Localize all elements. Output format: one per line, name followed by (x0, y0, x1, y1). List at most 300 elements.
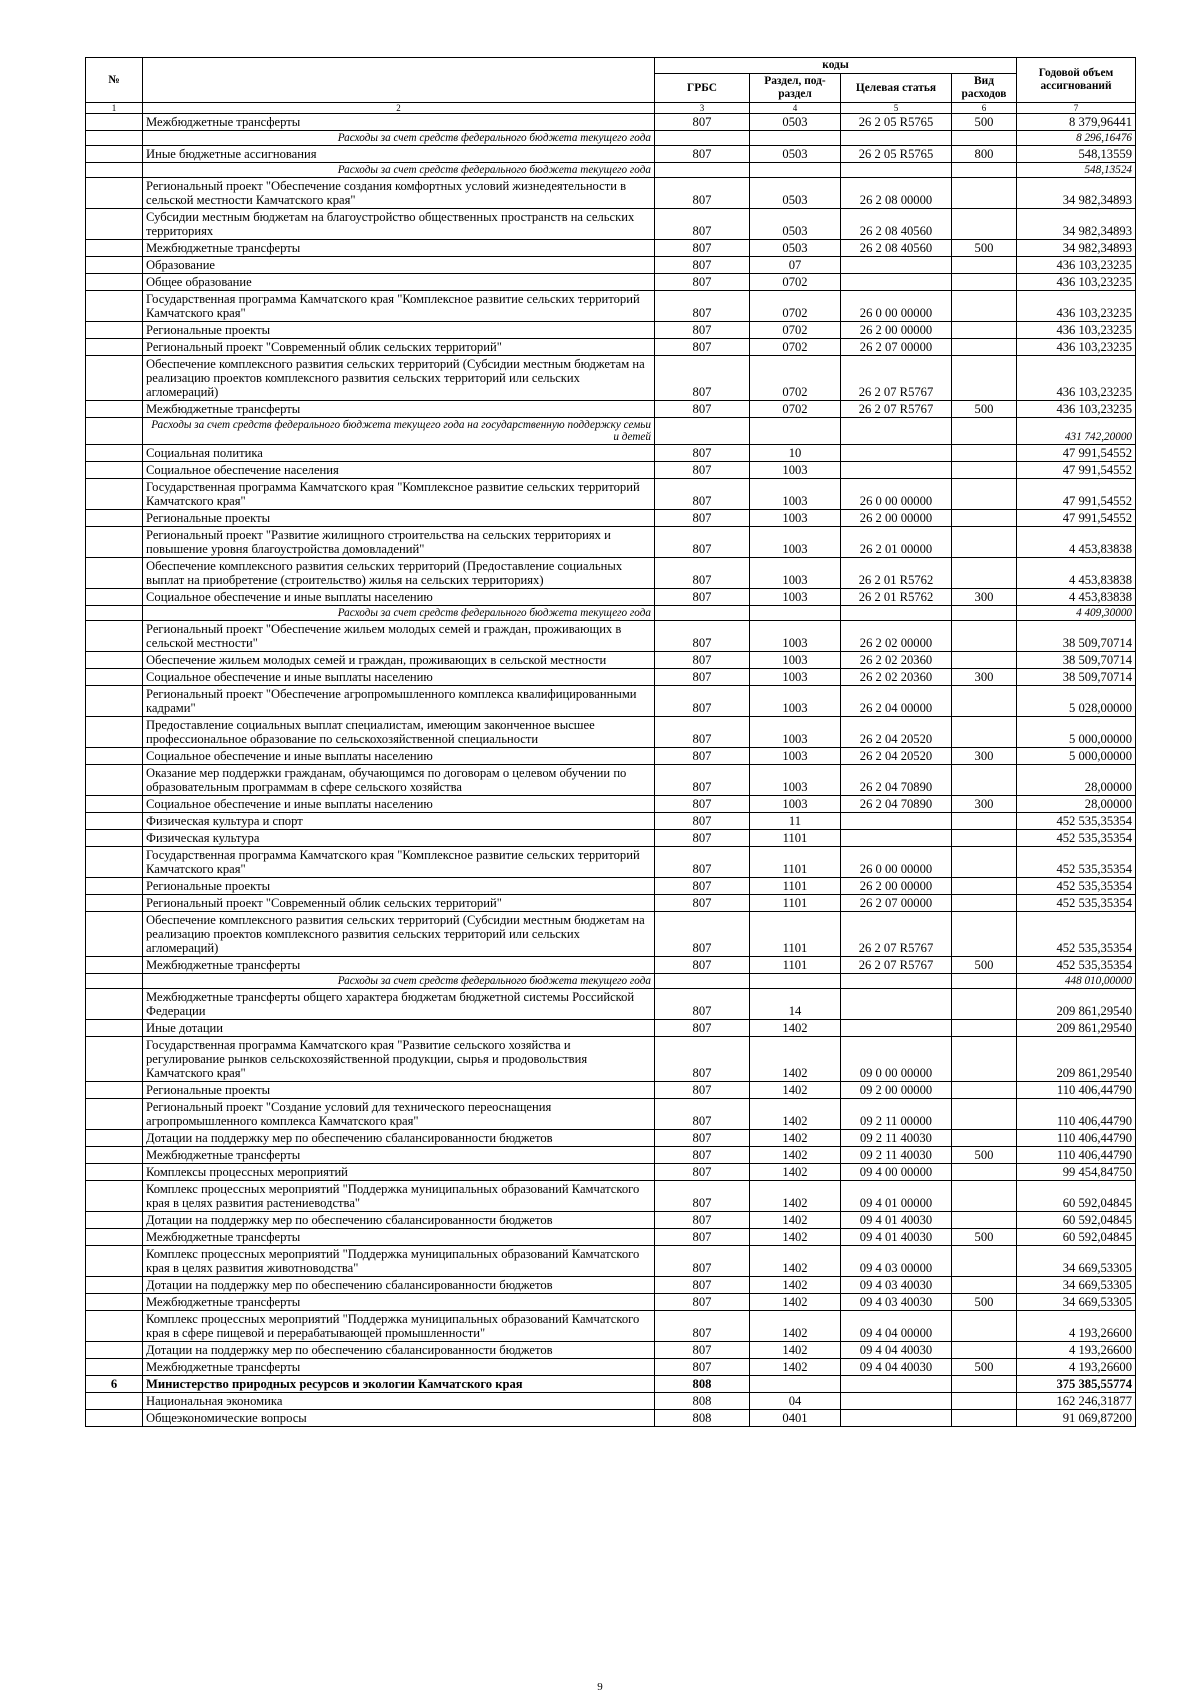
row-number (86, 418, 143, 445)
table-row (86, 957, 1136, 974)
row-number (86, 669, 143, 686)
row-amount: 436 103,23235 (1017, 291, 1136, 322)
table-row (86, 796, 1136, 813)
row-grbs: 808 (655, 1393, 750, 1410)
row-expense-type (952, 1246, 1017, 1277)
row-expense-type: 300 (952, 748, 1017, 765)
row-expense-type (952, 1277, 1017, 1294)
row-section: 1402 (750, 1164, 841, 1181)
row-grbs: 807 (655, 1147, 750, 1164)
row-grbs (655, 131, 750, 146)
row-name: Межбюджетные трансферты (143, 1147, 655, 1164)
row-section: 0503 (750, 178, 841, 209)
row-name: Дотации на поддержку мер по обеспечению сбалансированности бюджетов (143, 1212, 655, 1229)
row-number (86, 1164, 143, 1181)
row-grbs: 808 (655, 1376, 750, 1393)
row-expense-type (952, 339, 1017, 356)
row-article: 26 2 04 70890 (841, 796, 952, 813)
row-grbs: 807 (655, 178, 750, 209)
row-amount: 110 406,44790 (1017, 1130, 1136, 1147)
row-amount: 452 535,35354 (1017, 957, 1136, 974)
row-article: 26 2 02 20360 (841, 669, 952, 686)
row-amount: 4 193,26600 (1017, 1359, 1136, 1376)
row-amount: 5 000,00000 (1017, 748, 1136, 765)
table-row (86, 291, 1136, 322)
row-number (86, 847, 143, 878)
row-section: 1402 (750, 1147, 841, 1164)
row-amount: 34 669,53305 (1017, 1246, 1136, 1277)
col-number: 5 (841, 103, 952, 114)
header-name (143, 58, 655, 103)
table-row (86, 1342, 1136, 1359)
row-grbs: 807 (655, 322, 750, 339)
row-amount: 5 000,00000 (1017, 717, 1136, 748)
row-number (86, 1181, 143, 1212)
table-row (86, 1037, 1136, 1082)
header-amount: Годовой объем ассигнований (1017, 58, 1136, 103)
row-expense-type (952, 686, 1017, 717)
row-number (86, 401, 143, 418)
row-amount: 4 453,83838 (1017, 589, 1136, 606)
row-amount: 209 861,29540 (1017, 1037, 1136, 1082)
table-row (86, 912, 1136, 957)
row-expense-type (952, 895, 1017, 912)
row-article: 09 2 11 40030 (841, 1130, 952, 1147)
row-number (86, 1410, 143, 1427)
row-expense-type (952, 178, 1017, 209)
row-section: 1402 (750, 1212, 841, 1229)
row-name: Государственная программа Камчатского края "Развитие сельского хозяйства и регулирование рынков сельскохозяйственной продукции, сырья и продовольствия Камчатского края" (143, 1037, 655, 1082)
row-grbs: 807 (655, 257, 750, 274)
row-expense-type: 800 (952, 146, 1017, 163)
row-name: Комплекс процессных мероприятий "Поддержка муниципальных образований Камчатского края в целях развития растениеводства" (143, 1181, 655, 1212)
row-amount: 91 069,87200 (1017, 1410, 1136, 1427)
row-number (86, 796, 143, 813)
row-grbs: 807 (655, 717, 750, 748)
table-row (86, 895, 1136, 912)
row-amount: 452 535,35354 (1017, 912, 1136, 957)
row-section: 0702 (750, 274, 841, 291)
row-number (86, 257, 143, 274)
row-name: Государственная программа Камчатского края "Комплексное развитие сельских территорий Камчатского края" (143, 847, 655, 878)
row-amount: 452 535,35354 (1017, 813, 1136, 830)
row-name: Обеспечение комплексного развития сельских территорий (Субсидии местным бюджетам на реализацию проектов комплексного развития сельских территорий или сельских агломераций) (143, 356, 655, 401)
col-number: 6 (952, 103, 1017, 114)
row-article: 26 2 05 R5765 (841, 114, 952, 131)
row-grbs: 807 (655, 813, 750, 830)
col-number: 7 (1017, 103, 1136, 114)
row-expense-type (952, 1130, 1017, 1147)
row-amount: 452 535,35354 (1017, 878, 1136, 895)
row-article: 26 2 00 00000 (841, 878, 952, 895)
row-grbs: 807 (655, 356, 750, 401)
row-article (841, 274, 952, 291)
row-amount: 38 509,70714 (1017, 652, 1136, 669)
header-article: Целевая статья (841, 74, 952, 103)
table-row (86, 274, 1136, 291)
row-number (86, 1212, 143, 1229)
col-number: 4 (750, 103, 841, 114)
table-row (86, 1246, 1136, 1277)
row-grbs: 807 (655, 1037, 750, 1082)
row-grbs: 807 (655, 652, 750, 669)
table-row (86, 1311, 1136, 1342)
row-article: 26 2 01 00000 (841, 527, 952, 558)
row-article: 26 2 00 00000 (841, 322, 952, 339)
row-section: 0702 (750, 322, 841, 339)
table-row (86, 589, 1136, 606)
row-article: 26 2 07 R5767 (841, 912, 952, 957)
federal-note-row (86, 974, 1136, 989)
row-section: 1101 (750, 895, 841, 912)
row-amount: 8 296,16476 (1017, 131, 1136, 146)
row-number (86, 114, 143, 131)
row-name: Региональные проекты (143, 322, 655, 339)
table-row (86, 527, 1136, 558)
row-amount: 34 669,53305 (1017, 1277, 1136, 1294)
row-name: Региональный проект "Современный облик сельских территорий" (143, 339, 655, 356)
row-article (841, 418, 952, 445)
row-number (86, 1130, 143, 1147)
row-expense-type (952, 974, 1017, 989)
row-article: 09 2 11 40030 (841, 1147, 952, 1164)
row-section: 07 (750, 257, 841, 274)
row-amount: 436 103,23235 (1017, 339, 1136, 356)
row-name: Межбюджетные трансферты (143, 1229, 655, 1246)
row-expense-type (952, 989, 1017, 1020)
table-row (86, 558, 1136, 589)
row-article (841, 974, 952, 989)
row-section: 1003 (750, 748, 841, 765)
federal-note-row (86, 606, 1136, 621)
row-name: Дотации на поддержку мер по обеспечению сбалансированности бюджетов (143, 1130, 655, 1147)
row-section: 0702 (750, 339, 841, 356)
table-row (86, 652, 1136, 669)
row-name: Оказание мер поддержки гражданам, обучающимся по договорам о целевом обучении по образовательным программам в сфере сельского хозяйства (143, 765, 655, 796)
row-amount: 4 409,30000 (1017, 606, 1136, 621)
row-number (86, 558, 143, 589)
row-grbs: 807 (655, 291, 750, 322)
row-grbs: 807 (655, 445, 750, 462)
header-expense-type: Вид расходов (952, 74, 1017, 103)
row-section: 1101 (750, 847, 841, 878)
row-amount: 60 592,04845 (1017, 1181, 1136, 1212)
column-number-row (86, 103, 1136, 114)
row-article: 09 4 04 00000 (841, 1311, 952, 1342)
row-name: Региональные проекты (143, 1082, 655, 1099)
row-expense-type: 500 (952, 1294, 1017, 1311)
row-name: Региональный проект "Обеспечение жильем молодых семей и граждан, проживающих в сельской местности" (143, 621, 655, 652)
row-section: 1003 (750, 527, 841, 558)
row-number (86, 1294, 143, 1311)
row-grbs: 807 (655, 1130, 750, 1147)
row-grbs: 807 (655, 957, 750, 974)
row-number (86, 989, 143, 1020)
row-section: 1003 (750, 621, 841, 652)
row-section: 1003 (750, 589, 841, 606)
row-expense-type (952, 1164, 1017, 1181)
table-row (86, 356, 1136, 401)
row-name: Социальное обеспечение населения (143, 462, 655, 479)
row-article: 09 4 01 40030 (841, 1229, 952, 1246)
row-article: 26 0 00 00000 (841, 847, 952, 878)
federal-note-row (86, 131, 1136, 146)
table-row (86, 813, 1136, 830)
row-section: 1402 (750, 1359, 841, 1376)
row-name: Региональный проект "Обеспечение создания комфортных условий жизнедеятельности в сельской местности Камчатского края" (143, 178, 655, 209)
table-row (86, 240, 1136, 257)
row-grbs: 807 (655, 621, 750, 652)
row-article: 09 4 03 40030 (841, 1294, 952, 1311)
row-expense-type: 500 (952, 114, 1017, 131)
row-name: Дотации на поддержку мер по обеспечению сбалансированности бюджетов (143, 1342, 655, 1359)
row-number (86, 146, 143, 163)
row-section: 1402 (750, 1229, 841, 1246)
row-article: 09 2 11 00000 (841, 1099, 952, 1130)
row-section: 1003 (750, 686, 841, 717)
row-section: 10 (750, 445, 841, 462)
row-article: 26 2 07 00000 (841, 339, 952, 356)
row-grbs: 807 (655, 114, 750, 131)
row-grbs: 807 (655, 830, 750, 847)
row-expense-type (952, 1181, 1017, 1212)
row-section: 11 (750, 813, 841, 830)
table-row (86, 717, 1136, 748)
row-number (86, 830, 143, 847)
row-article: 26 0 00 00000 (841, 479, 952, 510)
row-section: 1402 (750, 1294, 841, 1311)
row-article: 26 2 04 20520 (841, 717, 952, 748)
row-grbs: 807 (655, 1099, 750, 1130)
row-amount: 448 010,00000 (1017, 974, 1136, 989)
row-amount: 4 453,83838 (1017, 527, 1136, 558)
row-expense-type: 300 (952, 589, 1017, 606)
row-expense-type: 500 (952, 401, 1017, 418)
row-grbs: 807 (655, 479, 750, 510)
row-section: 1003 (750, 558, 841, 589)
row-article (841, 606, 952, 621)
row-expense-type (952, 1393, 1017, 1410)
row-amount: 436 103,23235 (1017, 274, 1136, 291)
row-section: 0702 (750, 291, 841, 322)
row-amount: 162 246,31877 (1017, 1393, 1136, 1410)
row-expense-type (952, 418, 1017, 445)
row-expense-type (952, 274, 1017, 291)
row-expense-type: 300 (952, 669, 1017, 686)
table-row (86, 401, 1136, 418)
row-section: 1402 (750, 1020, 841, 1037)
row-expense-type (952, 445, 1017, 462)
row-article: 09 4 00 00000 (841, 1164, 952, 1181)
row-section (750, 606, 841, 621)
row-number (86, 1393, 143, 1410)
row-number (86, 510, 143, 527)
row-expense-type (952, 1311, 1017, 1342)
row-number (86, 957, 143, 974)
table-row (86, 1410, 1136, 1427)
row-number (86, 813, 143, 830)
row-number (86, 1277, 143, 1294)
table-row (86, 462, 1136, 479)
row-grbs (655, 163, 750, 178)
row-amount: 34 982,34893 (1017, 240, 1136, 257)
row-section: 0401 (750, 1410, 841, 1427)
row-article: 26 2 08 00000 (841, 178, 952, 209)
row-number (86, 1229, 143, 1246)
row-section: 0503 (750, 146, 841, 163)
row-expense-type (952, 322, 1017, 339)
row-article: 26 2 02 20360 (841, 652, 952, 669)
row-number (86, 527, 143, 558)
row-amount: 47 991,54552 (1017, 479, 1136, 510)
row-article: 26 2 08 40560 (841, 240, 952, 257)
row-grbs: 807 (655, 686, 750, 717)
row-number (86, 209, 143, 240)
table-row (86, 830, 1136, 847)
row-article (841, 1376, 952, 1393)
row-section: 1402 (750, 1311, 841, 1342)
row-name: Комплексы процессных мероприятий (143, 1164, 655, 1181)
budget-table (85, 57, 1136, 1427)
row-section: 1402 (750, 1130, 841, 1147)
table-row (86, 114, 1136, 131)
row-grbs: 807 (655, 1342, 750, 1359)
row-expense-type (952, 1342, 1017, 1359)
row-number (86, 356, 143, 401)
row-section: 1003 (750, 669, 841, 686)
row-section (750, 131, 841, 146)
row-section: 1101 (750, 878, 841, 895)
table-row (86, 257, 1136, 274)
row-expense-type (952, 462, 1017, 479)
row-section: 1402 (750, 1037, 841, 1082)
row-expense-type (952, 847, 1017, 878)
table-row (86, 1212, 1136, 1229)
row-name: Расходы за счет средств федерального бюджета текущего года на государственную поддержку семьи и детей (143, 418, 655, 445)
row-amount: 34 982,34893 (1017, 178, 1136, 209)
row-section: 0702 (750, 356, 841, 401)
row-article (841, 989, 952, 1020)
row-expense-type (952, 912, 1017, 957)
row-expense-type (952, 1376, 1017, 1393)
row-article: 26 2 07 R5767 (841, 957, 952, 974)
row-article (841, 445, 952, 462)
row-name: Региональный проект "Современный облик сельских территорий" (143, 895, 655, 912)
table-row (86, 748, 1136, 765)
row-section: 1402 (750, 1099, 841, 1130)
row-section: 1003 (750, 479, 841, 510)
row-amount: 28,00000 (1017, 796, 1136, 813)
row-expense-type (952, 356, 1017, 401)
row-number (86, 621, 143, 652)
row-amount: 548,13559 (1017, 146, 1136, 163)
row-number (86, 652, 143, 669)
row-article: 26 2 00 00000 (841, 510, 952, 527)
row-article: 09 4 03 00000 (841, 1246, 952, 1277)
row-grbs: 807 (655, 1294, 750, 1311)
row-amount: 436 103,23235 (1017, 257, 1136, 274)
table-row (86, 1393, 1136, 1410)
row-name: Расходы за счет средств федерального бюджета текущего года (143, 163, 655, 178)
row-grbs: 807 (655, 339, 750, 356)
row-article: 26 2 01 R5762 (841, 589, 952, 606)
table-row (86, 1082, 1136, 1099)
row-section: 1101 (750, 830, 841, 847)
federal-note-row (86, 163, 1136, 178)
row-article: 09 4 04 40030 (841, 1359, 952, 1376)
row-article (841, 462, 952, 479)
row-expense-type (952, 163, 1017, 178)
row-grbs: 807 (655, 669, 750, 686)
row-grbs: 808 (655, 1410, 750, 1427)
row-expense-type (952, 813, 1017, 830)
row-section: 1003 (750, 462, 841, 479)
row-article: 26 2 04 70890 (841, 765, 952, 796)
row-grbs: 807 (655, 847, 750, 878)
table-row (86, 146, 1136, 163)
row-grbs: 807 (655, 796, 750, 813)
row-number (86, 878, 143, 895)
row-amount: 548,13524 (1017, 163, 1136, 178)
row-article: 09 4 04 40030 (841, 1342, 952, 1359)
row-amount: 452 535,35354 (1017, 895, 1136, 912)
row-grbs: 807 (655, 989, 750, 1020)
row-grbs: 807 (655, 1212, 750, 1229)
row-article: 26 2 07 R5767 (841, 356, 952, 401)
table-row (86, 1020, 1136, 1037)
row-name: Региональный проект "Создание условий для технического переоснащения агропромышленного комплекса Камчатского края" (143, 1099, 655, 1130)
header-no: № (86, 58, 143, 103)
row-expense-type (952, 765, 1017, 796)
row-number (86, 765, 143, 796)
row-name: Обеспечение комплексного развития сельских территорий (Предоставление социальных выплат на приобретение (строительство) жилья на сельских территориях) (143, 558, 655, 589)
row-number (86, 606, 143, 621)
row-number (86, 974, 143, 989)
table-row (86, 1181, 1136, 1212)
row-number (86, 163, 143, 178)
row-grbs: 807 (655, 912, 750, 957)
row-section (750, 163, 841, 178)
row-section: 0702 (750, 401, 841, 418)
table-row (86, 209, 1136, 240)
row-name: Расходы за счет средств федерального бюджета текущего года (143, 606, 655, 621)
row-section: 1101 (750, 912, 841, 957)
row-name: Дотации на поддержку мер по обеспечению сбалансированности бюджетов (143, 1277, 655, 1294)
row-number (86, 1342, 143, 1359)
row-amount: 47 991,54552 (1017, 445, 1136, 462)
row-amount: 28,00000 (1017, 765, 1136, 796)
row-grbs (655, 418, 750, 445)
row-grbs (655, 974, 750, 989)
row-name: Субсидии местным бюджетам на благоустройство общественных пространств на сельских территориях (143, 209, 655, 240)
row-amount: 375 385,55774 (1017, 1376, 1136, 1393)
row-name: Межбюджетные трансферты общего характера бюджетам бюджетной системы Российской Федерации (143, 989, 655, 1020)
table-row (86, 339, 1136, 356)
row-expense-type (952, 527, 1017, 558)
row-article (841, 257, 952, 274)
row-name: Межбюджетные трансферты (143, 114, 655, 131)
row-number (86, 1037, 143, 1082)
table-row (86, 1164, 1136, 1181)
row-amount: 452 535,35354 (1017, 847, 1136, 878)
row-grbs: 807 (655, 240, 750, 257)
row-expense-type (952, 257, 1017, 274)
table-row (86, 765, 1136, 796)
row-section: 14 (750, 989, 841, 1020)
row-article (841, 830, 952, 847)
row-article: 26 2 08 40560 (841, 209, 952, 240)
table-row (86, 510, 1136, 527)
